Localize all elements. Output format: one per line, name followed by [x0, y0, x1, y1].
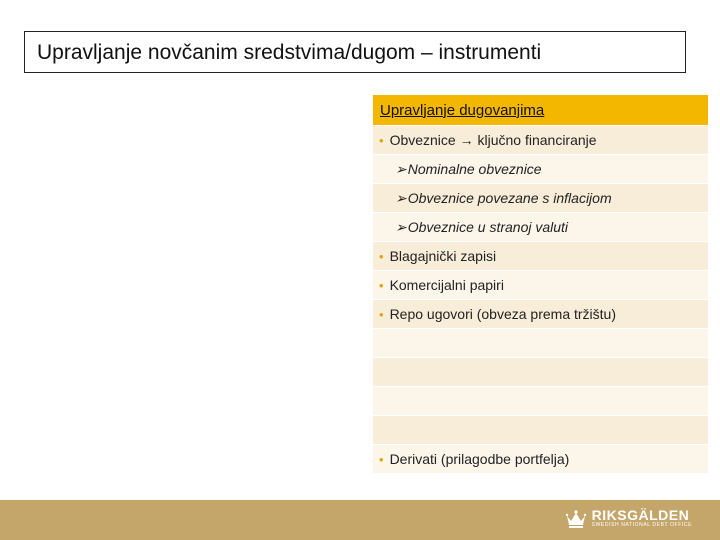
bullet-icon: • [379, 132, 384, 148]
bullet-icon: • [379, 277, 384, 293]
list-item-text: Komercijalni papiri [389, 277, 504, 293]
sub-list-item [373, 184, 708, 212]
arrowhead-icon: ➢ [395, 189, 407, 206]
logo-wordmark: RIKSGÄLDEN [591, 507, 690, 523]
empty-row [373, 329, 708, 357]
list-item-text: Repo ugovori (obveza prema tržištu) [389, 306, 616, 322]
logo-subtitle: SWEDISH NATIONAL DEBT OFFICE [591, 522, 692, 528]
sub-list-item [373, 155, 708, 183]
bullet-icon: • [379, 451, 384, 467]
empty-row [373, 416, 708, 444]
sub-list-item [373, 213, 708, 241]
title-box [24, 31, 686, 73]
list-item-text: Obveznice u stranoj valuti [407, 219, 569, 235]
list-item [373, 242, 708, 270]
riksgalden-logo [565, 508, 692, 529]
list-item [373, 445, 708, 473]
arrowhead-icon: ➢ [395, 218, 407, 235]
empty-row [373, 358, 708, 386]
slide-title: Upravljanje novčanim sredstvima/dugom – instrumenti [37, 41, 542, 64]
list-item-text: Nominalne obveznice [407, 161, 542, 177]
list-item-text: Blagajnički zapisi [389, 248, 497, 264]
list-item-text: Obveznice → ključno financiranje [389, 132, 597, 148]
list-item [373, 271, 708, 299]
empty-row [373, 387, 708, 415]
list-item [373, 300, 708, 328]
list-item [373, 126, 708, 154]
footer-bar [0, 500, 720, 540]
list-item-text: Derivati (prilagodbe portfelja) [389, 451, 570, 467]
bullet-icon: • [379, 248, 384, 264]
crown-icon [565, 509, 587, 529]
arrowhead-icon: ➢ [395, 160, 407, 177]
debt-management-panel [373, 95, 708, 473]
panel-header: Upravljanje dugovanjima [373, 95, 708, 125]
bullet-icon: • [379, 306, 384, 322]
list-item-text: Obveznice povezane s inflacijom [407, 190, 612, 206]
